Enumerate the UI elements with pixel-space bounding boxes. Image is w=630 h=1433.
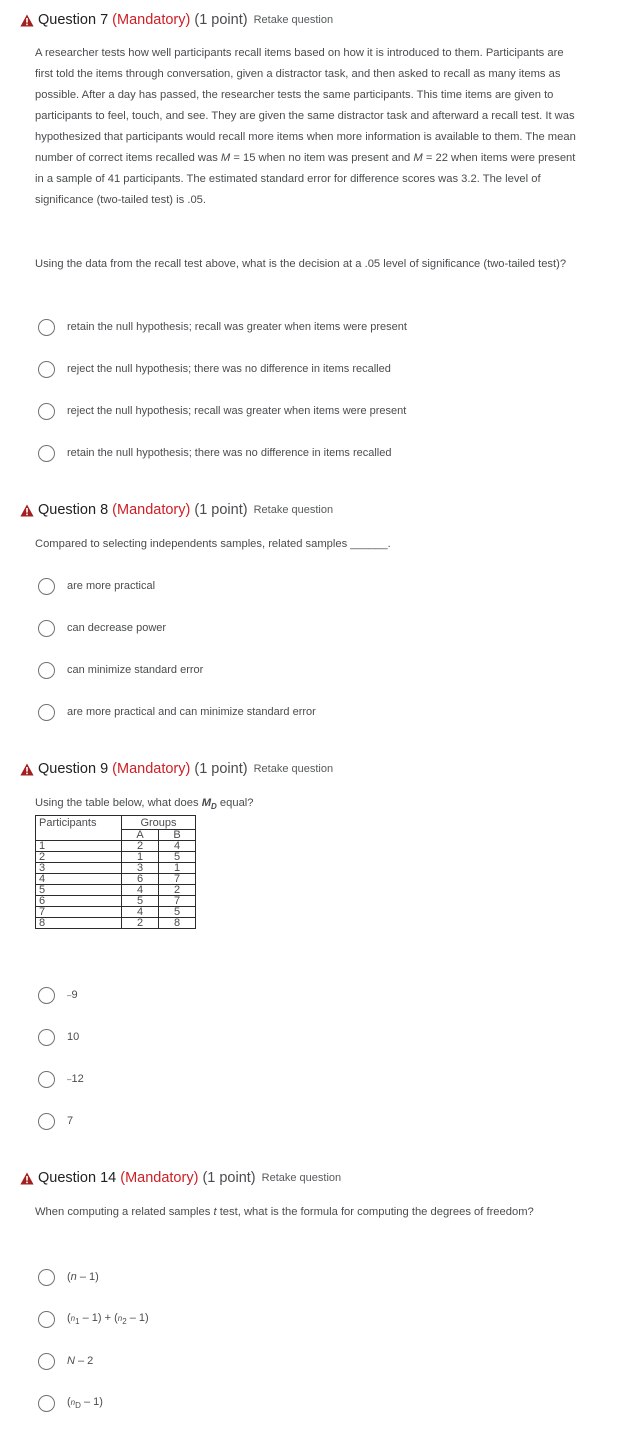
- answer-option[interactable]: can decrease power: [38, 618, 166, 638]
- radio-button[interactable]: [38, 987, 55, 1004]
- data-table: [35, 815, 196, 929]
- radio-button[interactable]: [38, 319, 55, 336]
- mandatory-label: (Mandatory): [112, 502, 191, 518]
- answer-option[interactable]: can minimize standard error: [38, 660, 203, 680]
- radio-button[interactable]: [38, 620, 55, 637]
- table-subheader-row: [36, 830, 196, 841]
- answer-option[interactable]: are more practical: [38, 576, 155, 596]
- radio-button[interactable]: [38, 1395, 55, 1412]
- warning-icon: [20, 763, 34, 776]
- answer-option[interactable]: $(n_1 - 1) + (n_2 - 1)$: [38, 1309, 149, 1329]
- radio-button[interactable]: [38, 403, 55, 420]
- question-7-header: [20, 9, 333, 31]
- question-title: Question 8 (Mandatory) (1 point): [38, 502, 248, 518]
- question-14-header: [20, 1167, 341, 1189]
- question-prompt: Using the data from the recall test above, what is the decision at a .05 level of significance (two-tailed test)?: [35, 258, 567, 270]
- answer-option[interactable]: (n – 1): [38, 1267, 99, 1287]
- table-header-row: [36, 816, 196, 830]
- answer-option[interactable]: retain the null hypothesis; there was no difference in items recalled: [38, 443, 391, 463]
- radio-button[interactable]: [38, 1029, 55, 1046]
- question-title: Question 7 (Mandatory) (1 point): [38, 12, 248, 28]
- table-row: 7 4 5: [36, 907, 196, 918]
- answer-option[interactable]: 7: [38, 1111, 73, 1131]
- radio-button[interactable]: [38, 662, 55, 679]
- answer-option[interactable]: are more practical and can minimize standard error: [38, 702, 316, 722]
- question-stem: A researcher tests how well participants recall items based on how it is introduced to them. Participants are first told the items through conversation, given a distractor task, and then asked to recall as many items as possible. After a day has passed, the researcher tests the same participants. This time items are given to participants to feel, touch, and see. They are given the same distractor task and afterward a recall test. It was hypothesized that participants would recall more items when more information is available to them. The mean number of correct items recalled was M = 15 when no item was present and M = 22 when items were present in a sample of 41 participants. The estimated standard error for difference scores was 3.2. The level of significance (two-tailed test) is .05.: [35, 47, 576, 206]
- retake-question-link[interactable]: Retake question: [253, 504, 334, 516]
- mandatory-label: (Mandatory): [112, 761, 191, 777]
- points-label: (1 point): [194, 761, 248, 777]
- groups-header: Groups: [122, 816, 196, 830]
- mandatory-label: (Mandatory): [112, 12, 191, 28]
- points-label: (1 point): [194, 12, 248, 28]
- warning-icon: [20, 1172, 34, 1185]
- radio-button[interactable]: [38, 1269, 55, 1286]
- table-row: 6 5 7: [36, 896, 196, 907]
- column-a-header: A: [122, 830, 159, 841]
- answer-option[interactable]: $(n_D - 1)$: [38, 1393, 103, 1413]
- question-title: Question 9 (Mandatory) (1 point): [38, 761, 248, 777]
- table-row: 8 2 8: [36, 918, 196, 929]
- answer-option[interactable]: –9: [38, 985, 78, 1005]
- radio-button[interactable]: [38, 1113, 55, 1130]
- retake-question-link[interactable]: Retake question: [253, 14, 334, 26]
- answer-option[interactable]: reject the null hypothesis; recall was greater when items were present: [38, 401, 406, 421]
- radio-button[interactable]: [38, 704, 55, 721]
- answer-option[interactable]: reject the null hypothesis; there was no difference in items recalled: [38, 359, 391, 379]
- points-label: (1 point): [194, 502, 248, 518]
- table-row: 2 1 5: [36, 852, 196, 863]
- radio-button[interactable]: [38, 578, 55, 595]
- retake-question-link[interactable]: Retake question: [261, 1172, 342, 1184]
- retake-question-link[interactable]: Retake question: [253, 763, 334, 775]
- radio-button[interactable]: [38, 1353, 55, 1370]
- radio-button[interactable]: [38, 1071, 55, 1088]
- question-stem: Using the table below, what does $M_D$ equal?: [35, 797, 254, 812]
- answer-option[interactable]: –12: [38, 1069, 84, 1089]
- table-row: 5 4 2: [36, 885, 196, 896]
- answer-option[interactable]: N – 2: [38, 1351, 93, 1371]
- warning-icon: [20, 14, 34, 27]
- answer-option[interactable]: 10: [38, 1027, 79, 1047]
- answer-option[interactable]: retain the null hypothesis; recall was greater when items were present: [38, 317, 407, 337]
- radio-button[interactable]: [38, 361, 55, 378]
- question-8-header: [20, 499, 333, 521]
- question-title: Question 14 (Mandatory) (1 point): [38, 1170, 256, 1186]
- question-stem: When computing a related samples t test, what is the formula for computing the degrees of freedom?: [35, 1206, 534, 1218]
- participants-header: Participants: [36, 816, 122, 830]
- points-label: (1 point): [202, 1170, 256, 1186]
- question-9-header: [20, 758, 333, 780]
- radio-button[interactable]: [38, 1311, 55, 1328]
- mandatory-label: (Mandatory): [120, 1170, 199, 1186]
- table-row: 4 6 7: [36, 874, 196, 885]
- question-stem: Compared to selecting independents samples, related samples ______.: [35, 538, 391, 550]
- table-row: 1 2 4: [36, 841, 196, 852]
- table-row: 3 3 1: [36, 863, 196, 874]
- column-b-header: B: [159, 830, 196, 841]
- radio-button[interactable]: [38, 445, 55, 462]
- warning-icon: [20, 504, 34, 517]
